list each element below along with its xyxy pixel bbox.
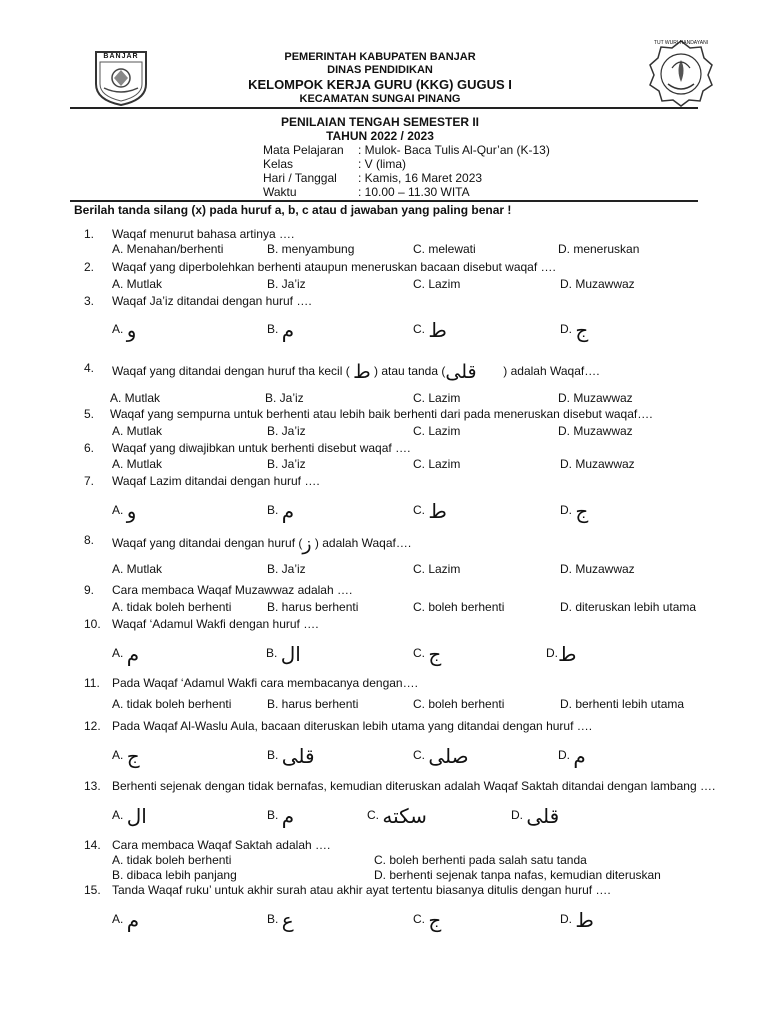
arabic-letter: ج [575,499,589,523]
arabic-letter: ط [428,499,447,523]
text-part: Waqaf yang ditandai dengan huruf ( [112,536,303,551]
option-a[interactable]: A. Mutlak [112,457,163,471]
header-line-2: DINAS PENDIDIKAN [327,64,433,76]
option-b[interactable] [267,908,294,932]
meta-label: Waktu [263,185,297,199]
arabic-letter: سكته [382,804,427,828]
text-part: ) adalah Waqaf…. [503,364,600,379]
arabic-letter: ال [280,642,301,666]
question-number: 13. [84,779,101,793]
option-d[interactable] [558,744,586,768]
question-text: Waqaf Lazim ditandai dengan huruf …. [112,474,320,488]
header-line-1: PEMERINTAH KABUPATEN BANJAR [284,51,476,63]
meta-subject [263,143,550,157]
option-b[interactable] [267,499,294,523]
option-b[interactable]: B. Ja’iz [267,424,306,438]
option-a[interactable]: A. Mutlak [112,277,163,291]
option-letter: C. [413,748,425,763]
option-a[interactable]: A. tidak boleh berhenti [112,600,232,614]
question-text: Waqaf yang diperbolehkan berhenti ataupun meneruskan bacaan disebut waqaf …. [112,260,556,274]
arabic-letter: م [281,499,295,523]
option-c[interactable]: C. boleh berhenti pada salah satu tanda [374,853,587,867]
option-letter: D. [546,646,558,661]
option-c[interactable]: C. Lazim [413,562,461,576]
arabic-letter: م [126,908,140,932]
option-d[interactable]: D. meneruskan [558,242,640,256]
option-a[interactable]: A. Mutlak [112,424,163,438]
arabic-letter: صلى [428,744,469,768]
option-letter: A. [112,808,124,823]
question-text: Waqaf yang sempurna untuk berhenti atau lebih baik berhenti dari pada meneruskan disebut waqaf…. [110,407,653,421]
arabic-letter: ط [575,908,594,932]
arabic-letter: ج [575,318,589,342]
option-letter: C. [413,322,425,337]
option-c[interactable]: C. Lazim [413,277,461,291]
arabic-letter: قلى [526,804,560,828]
option-d[interactable] [560,318,588,342]
option-letter: A. [112,748,124,763]
arabic-letter: ال [126,804,147,828]
option-d[interactable]: D. diteruskan lebih utama [560,600,697,614]
question-number: 8. [84,533,95,547]
arabic-letter: م [281,318,295,342]
option-c[interactable] [413,642,441,666]
option-letter: A. [112,322,124,337]
option-b[interactable]: B. Ja’iz [267,562,306,576]
option-letter: D. [560,503,572,518]
arabic-letter: ج [428,642,442,666]
question-text: Waqaf ‘Adamul Wakfi dengan huruf …. [112,617,319,631]
exam-title: PENILAIAN TENGAH SEMESTER II [280,115,480,129]
option-a[interactable]: A. tidak boleh berhenti [112,853,232,867]
option-c[interactable]: C. Lazim [413,457,461,471]
arabic-letter: و [126,499,137,523]
question-number: 4. [84,361,95,375]
option-c[interactable]: C. boleh berhenti [413,697,505,711]
question-text [112,361,600,383]
logo-tut-wuri-text: TUT WURI HANDAYANI [653,40,709,46]
instruction: Berilah tanda silang (x) pada huruf a, b, c atau d jawaban yang paling benar ! [74,203,512,217]
option-d[interactable]: D. Muzawwaz [560,562,635,576]
option-letter: B. [267,912,279,927]
option-d[interactable] [560,499,588,523]
option-letter: B. [266,646,278,661]
option-b[interactable] [267,744,315,768]
option-c[interactable]: C. Lazim [413,391,461,405]
option-letter: B. [267,808,279,823]
meta-date [263,171,482,185]
meta-time [263,185,470,199]
option-letter: D. [511,808,523,823]
arabic-letter: ز [302,533,312,555]
option-b[interactable]: B. Ja’iz [267,457,306,471]
option-d[interactable]: D. Muzawwaz [560,457,635,471]
option-a[interactable] [112,642,139,666]
option-b[interactable] [266,642,301,666]
option-c[interactable] [413,744,469,768]
question-text: Waqaf menurut bahasa artinya …. [112,227,295,241]
option-c[interactable]: C. Lazim [413,424,461,438]
option-letter: C. [413,646,425,661]
question-number: 5. [84,407,95,421]
option-letter: D. [558,748,570,763]
option-d[interactable]: D. Muzawwaz [558,391,633,405]
arabic-letter: قلى [445,361,477,383]
option-a[interactable] [112,744,140,768]
arabic-letter: ط [428,318,447,342]
arabic-letter: ط [353,361,371,383]
exam-year: TAHUN 2022 / 2023 [326,129,434,143]
option-c[interactable]: C. boleh berhenti [413,600,505,614]
option-a[interactable]: A. tidak boleh berhenti [112,697,232,711]
option-letter: B. [267,503,279,518]
question-text: Waqaf yang diwajibkan untuk berhenti disebut waqaf …. [112,441,411,455]
option-d[interactable] [546,642,577,666]
meta-value: : Kamis, 16 Maret 2023 [358,171,483,185]
question-text: Waqaf Ja’iz ditandai dengan huruf …. [112,294,312,308]
question-number: 15. [84,883,101,897]
arabic-letter: قلى [281,744,315,768]
question-text: Cara membaca Waqaf Muzawwaz adalah …. [112,583,353,597]
meta-value: : V (lima) [358,157,406,171]
option-a[interactable] [112,908,139,932]
meta-label: Hari / Tanggal [263,171,337,185]
meta-value: : 10.00 – 11.30 WITA [358,185,470,199]
option-letter: B. [267,748,279,763]
meta-divider [70,200,698,202]
banjar-regency-logo [94,50,148,106]
logo-banjar-text: BANJAR [103,53,139,60]
option-letter: C. [413,912,425,927]
header-line-3: KELOMPOK KERJA GURU (KKG) GUGUS I [248,77,512,92]
arabic-letter: م [126,642,140,666]
option-c[interactable] [413,318,447,342]
option-c[interactable]: C. melewati [413,242,476,256]
question-text: Berhenti sejenak dengan tidak bernafas, kemudian diteruskan adalah Waqaf Saktah ditandai dengan lambang …. [112,779,716,793]
option-letter: B. [267,322,279,337]
question-text: Pada Waqaf Al-Waslu Aula, bacaan diteruskan lebih utama yang ditandai dengan huruf …. [112,719,593,733]
question-number: 14. [84,838,101,852]
meta-class [263,157,406,171]
question-number: 1. [84,227,95,241]
option-b[interactable]: B. menyambung [267,242,355,256]
question-text: Pada Waqaf ‘Adamul Wakfi cara membacanya dengan…. [112,676,418,690]
option-b[interactable]: B. Ja’iz [267,277,306,291]
option-letter: A. [112,646,124,661]
option-b[interactable] [267,318,294,342]
arabic-letter: ط [558,642,577,666]
option-b[interactable]: B. dibaca lebih panjang [112,868,237,882]
option-letter: D. [560,912,572,927]
option-d[interactable]: D. berhenti sejenak tanpa nafas, kemudian diteruskan [374,868,661,882]
option-b[interactable] [267,804,294,828]
question-number: 2. [84,260,95,274]
arabic-letter: ع [281,908,294,932]
meta-label: Kelas [263,157,294,171]
option-b[interactable]: B. Ja’iz [265,391,304,405]
header-line-4: KECAMATAN SUNGAI PINANG [299,93,461,105]
question-number: 10. [84,617,101,631]
arabic-letter: م [573,744,586,768]
option-letter: A. [112,503,124,518]
option-d[interactable]: D. berhenti lebih utama [560,697,685,711]
option-c[interactable] [413,499,447,523]
arabic-letter: م [281,804,295,828]
question-number: 3. [84,294,95,308]
option-a[interactable]: A. Menahan/berhenti [112,242,224,256]
text-part: Waqaf yang ditandai dengan huruf tha kecil ( [112,364,350,379]
question-text: Cara membaca Waqaf Saktah adalah …. [112,838,331,852]
arabic-letter: و [126,318,137,342]
option-d[interactable]: D. Muzawwaz [560,277,635,291]
option-c[interactable] [413,908,441,932]
tut-wuri-handayani-logo [646,38,716,108]
question-text [112,533,411,555]
question-number: 7. [84,474,95,488]
arabic-letter: ج [428,908,442,932]
option-d[interactable]: D. Muzawwaz [558,424,633,438]
option-b[interactable]: B. harus berhenti [267,600,359,614]
question-number: 12. [84,719,101,733]
option-a[interactable] [112,499,136,523]
text-part: ) adalah Waqaf…. [314,536,412,551]
option-a[interactable]: A. Mutlak [110,391,161,405]
arabic-letter: ج [126,744,140,768]
option-d[interactable] [511,804,559,828]
meta-label: Mata Pelajaran [263,143,344,157]
meta-value: : Mulok- Baca Tulis Al-Qur’an (K-13) [358,143,550,157]
option-letter: C. [367,808,379,823]
question-number: 11. [84,676,100,690]
option-c[interactable] [367,804,427,828]
text-part: ) atau tanda ( [373,364,446,379]
option-letter: D. [560,322,572,337]
option-a[interactable]: A. Mutlak [112,562,163,576]
question-number: 9. [84,583,95,597]
option-letter: A. [112,912,124,927]
option-b[interactable]: B. harus berhenti [267,697,359,711]
option-letter: C. [413,503,425,518]
option-a[interactable] [112,804,147,828]
question-number: 6. [84,441,95,455]
option-a[interactable] [112,318,136,342]
question-text: Tanda Waqaf ruku’ untuk akhir surah atau akhir ayat tertentu biasanya ditulis dengan huruf …. [112,883,611,897]
option-d[interactable] [560,908,594,932]
header-divider [70,107,698,109]
